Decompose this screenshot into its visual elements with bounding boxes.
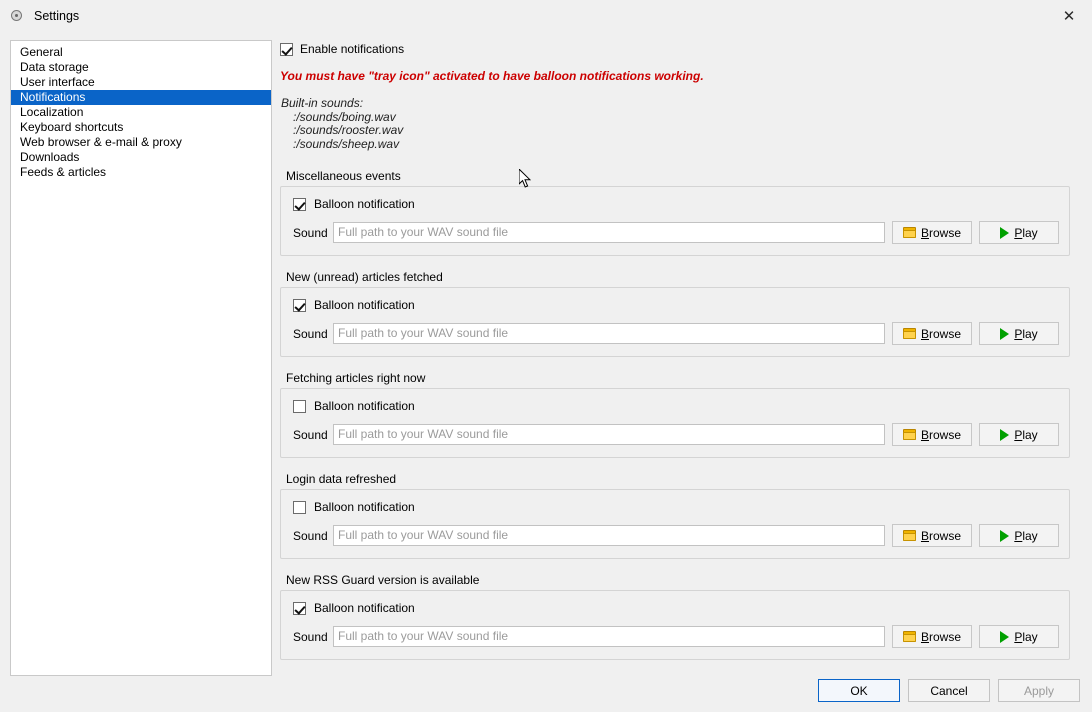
sidebar-item-localization[interactable]: Localization [20,105,84,119]
close-icon[interactable]: ✕ [1062,7,1076,25]
play-button[interactable]: Play [979,524,1059,547]
play-icon [1000,530,1009,542]
balloon-notification-checkbox[interactable] [293,198,306,211]
window-title: Settings [34,8,80,23]
group-title: New (unread) articles fetched [286,270,443,284]
builtin-sounds-heading: Built-in sounds: [281,96,364,110]
balloon-notification-row[interactable] [293,297,1057,313]
browse-button[interactable]: Browse [892,423,972,446]
play-icon [1000,429,1009,441]
group-login-data-refreshed [280,472,1080,559]
sound-row [293,625,1057,648]
play-accel: P [1014,225,1023,240]
balloon-notification-row[interactable] [293,499,1057,515]
group-title: Login data refreshed [286,472,397,486]
notifications-settings-panel [280,40,1080,674]
group-title: Miscellaneous events [286,169,401,183]
play-button[interactable]: Play [979,625,1059,648]
settings-gear-icon [9,8,25,24]
balloon-notification-row[interactable] [293,398,1057,414]
play-icon [1000,328,1009,340]
balloon-notification-checkbox[interactable] [293,602,306,615]
enable-notifications-row[interactable] [280,40,1080,58]
play-icon [1000,227,1009,239]
mouse-cursor-icon [519,169,531,188]
balloon-notification-label: Balloon notification [314,601,415,615]
sidebar-item-feeds-articles[interactable]: Feeds & articles [20,165,107,179]
browse-accel: B [920,427,929,442]
play-button[interactable]: Play [979,322,1059,345]
balloon-notification-label: Balloon notification [314,298,415,312]
dialog-content [0,31,1092,712]
sidebar-item-keyboard-shortcuts[interactable]: Keyboard shortcuts [20,120,124,134]
folder-icon [903,631,916,642]
folder-icon [903,530,916,541]
sound-path-input[interactable]: Full path to your WAV sound file [333,222,885,243]
sound-path-input[interactable]: Full path to your WAV sound file [333,323,885,344]
enable-notifications-checkbox[interactable] [280,43,293,56]
play-accel: P [1014,629,1023,644]
browse-accel: B [920,528,929,543]
sidebar-item-data-storage[interactable]: Data storage [20,60,89,74]
window-titlebar [0,0,1092,32]
sound-row [293,221,1057,244]
sidebar-item-web-browser-email-proxy[interactable]: Web browser & e-mail & proxy [20,135,182,149]
browse-button[interactable]: Browse [892,221,972,244]
play-button[interactable]: Play [979,221,1059,244]
sound-row [293,423,1057,446]
sound-row [293,322,1057,345]
sound-label: Sound [293,629,328,644]
folder-icon [903,227,916,238]
balloon-notification-label: Balloon notification [314,197,415,211]
sidebar-item-general[interactable]: General [20,45,63,59]
builtin-sounds-info [281,97,1080,151]
builtin-sound-path-sheep: :/sounds/sheep.wav [293,136,400,151]
balloon-notification-row[interactable] [293,600,1057,616]
sound-path-input[interactable]: Full path to your WAV sound file [333,424,885,445]
builtin-sound-path-boing: :/sounds/boing.wav [293,109,396,124]
enable-notifications-label: Enable notifications [300,42,405,56]
play-button[interactable]: Play [979,423,1059,446]
builtin-sound-path-rooster: :/sounds/rooster.wav [293,123,404,137]
browse-button[interactable]: Browse [892,322,972,345]
balloon-notification-checkbox[interactable] [293,299,306,312]
group-new-unread-articles-fetched [280,270,1080,357]
tray-icon-warning: You must have "tray icon" activated to have balloon notifications working. [280,69,704,83]
balloon-notification-label: Balloon notification [314,399,415,413]
dialog-buttons [810,679,1080,702]
sound-path-input[interactable]: Full path to your WAV sound file [333,525,885,546]
settings-category-list[interactable] [10,40,272,676]
balloon-notification-checkbox[interactable] [293,400,306,413]
sidebar-item-downloads[interactable]: Downloads [20,150,80,164]
sound-label: Sound [293,528,328,543]
sound-label: Sound [293,427,328,442]
sound-row [293,524,1057,547]
browse-accel: B [920,326,929,341]
play-accel: P [1014,326,1023,341]
play-accel: P [1014,427,1023,442]
sound-path-input[interactable]: Full path to your WAV sound file [333,626,885,647]
play-icon [1000,631,1009,643]
folder-icon [903,328,916,339]
browse-button[interactable]: Browse [892,524,972,547]
group-title: New RSS Guard version is available [286,573,480,587]
browse-accel: B [920,225,929,240]
browse-accel: B [920,629,929,644]
group-miscellaneous-events [280,169,1080,256]
group-title: Fetching articles right now [286,371,426,385]
balloon-notification-checkbox[interactable] [293,501,306,514]
balloon-notification-row[interactable] [293,196,1057,212]
sound-label: Sound [293,326,328,341]
cancel-button[interactable]: Cancel [908,679,990,702]
sound-label: Sound [293,225,328,240]
play-accel: P [1014,528,1023,543]
balloon-notification-label: Balloon notification [314,500,415,514]
sidebar-item-user-interface[interactable]: User interface [20,75,95,89]
folder-icon [903,429,916,440]
sidebar-item-notifications[interactable]: Notifications [11,90,271,105]
apply-button[interactable]: Apply [998,679,1080,702]
group-new-rss-guard-version-available [280,573,1080,660]
group-fetching-articles-right-now [280,371,1080,458]
ok-button[interactable]: OK [818,679,900,702]
browse-button[interactable]: Browse [892,625,972,648]
